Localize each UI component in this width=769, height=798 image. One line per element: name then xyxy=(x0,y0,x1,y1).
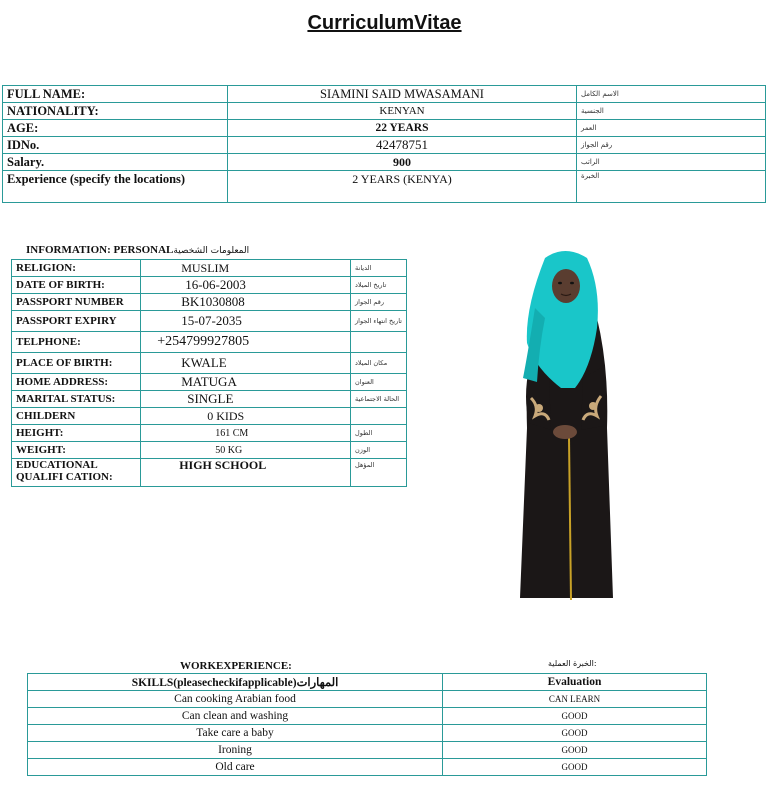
personal-info-table xyxy=(11,259,407,487)
info-row-weight xyxy=(12,442,407,459)
skill-name: Old care xyxy=(28,759,443,776)
info-label: MARITAL STATUS: xyxy=(12,391,141,408)
info-row-children xyxy=(12,408,407,425)
evaluation-column-header: Evaluation xyxy=(443,674,707,691)
info-arabic-label: الحالة الاجتماعية xyxy=(351,391,407,408)
personal-info-heading xyxy=(26,244,249,256)
skill-row xyxy=(28,708,707,725)
info-value: 50 KG xyxy=(141,442,351,459)
skills-column-header: SKILLS(pleasecheckifapplicable)المهارات xyxy=(28,674,443,691)
summary-label: NATIONALITY: xyxy=(3,103,228,120)
summary-arabic-label: العمر xyxy=(577,120,766,137)
summary-label: FULL NAME: xyxy=(3,86,228,103)
page-title: CurriculumVitae xyxy=(307,12,462,34)
info-row-religion xyxy=(12,260,407,277)
info-arabic-label: رقم الجواز xyxy=(351,294,407,311)
summary-label: Experience (specify the locations) xyxy=(3,171,228,203)
info-value: BK1030808 xyxy=(141,294,351,311)
work-experience-heading: WORKEXPERIENCE: xyxy=(180,660,292,672)
work-experience-heading-arabic: الخبرة العملية: xyxy=(548,659,597,668)
info-arabic-label: المؤهل xyxy=(351,459,407,487)
info-arabic-label: العنوان xyxy=(351,374,407,391)
info-value: 161 CM xyxy=(141,425,351,442)
summary-value: 900 xyxy=(228,154,577,171)
skill-row xyxy=(28,725,707,742)
summary-row-age xyxy=(3,120,766,137)
info-value: MATUGA xyxy=(141,374,351,391)
skill-row xyxy=(28,759,707,776)
skill-name: Can clean and washing xyxy=(28,708,443,725)
skill-evaluation: GOOD xyxy=(443,725,707,742)
summary-label: Salary. xyxy=(3,154,228,171)
info-label: WEIGHT: xyxy=(12,442,141,459)
info-label: PLACE OF BIRTH: xyxy=(12,353,141,374)
candidate-photo xyxy=(505,248,625,603)
info-row-passport-number xyxy=(12,294,407,311)
info-arabic-label xyxy=(351,408,407,425)
info-row-education xyxy=(12,459,407,487)
candidate-photo-illustration xyxy=(505,248,625,603)
info-value: SINGLE xyxy=(141,391,351,408)
summary-arabic-label: رقم الجواز xyxy=(577,137,766,154)
summary-value: SIAMINI SAID MWASAMANI xyxy=(228,86,577,103)
info-row-height xyxy=(12,425,407,442)
skills-header-row xyxy=(28,674,707,691)
info-label: PASSPORT NUMBER xyxy=(12,294,141,311)
skill-evaluation: GOOD xyxy=(443,708,707,725)
info-label: CHILDERN xyxy=(12,408,141,425)
info-arabic-label: تاريخ الميلاد xyxy=(351,277,407,294)
info-label: HEIGHT: xyxy=(12,425,141,442)
summary-label: IDNo. xyxy=(3,137,228,154)
skill-name: Take care a baby xyxy=(28,725,443,742)
info-value: 0 KIDS xyxy=(141,408,351,425)
skill-evaluation: GOOD xyxy=(443,742,707,759)
summary-value: 22 YEARS xyxy=(228,120,577,137)
skill-row xyxy=(28,742,707,759)
skill-evaluation: GOOD xyxy=(443,759,707,776)
info-value: KWALE xyxy=(141,353,351,374)
skill-name: Can cooking Arabian food xyxy=(28,691,443,708)
summary-arabic-label: الخبرة xyxy=(577,171,766,203)
summary-arabic-label: الراتب xyxy=(577,154,766,171)
info-row-home-address xyxy=(12,374,407,391)
info-label: TELPHONE: xyxy=(12,332,141,353)
skill-evaluation: CAN LEARN xyxy=(443,691,707,708)
info-row-passport-expiry xyxy=(12,311,407,332)
info-arabic-label xyxy=(351,332,407,353)
skills-table xyxy=(27,673,707,776)
summary-value: KENYAN xyxy=(228,103,577,120)
info-label: DATE OF BIRTH: xyxy=(12,277,141,294)
info-value: 16-06-2003 xyxy=(141,277,351,294)
info-label: HOME ADDRESS: xyxy=(12,374,141,391)
summary-arabic-label: الاسم الكامل xyxy=(577,86,766,103)
summary-label: AGE: xyxy=(3,120,228,137)
info-row-dob xyxy=(12,277,407,294)
info-arabic-label: تاريخ انتهاء الجواز xyxy=(351,311,407,332)
info-arabic-label: الوزن xyxy=(351,442,407,459)
info-row-place-of-birth xyxy=(12,353,407,374)
info-label: EDUCATIONAL QUALIFI CATION: xyxy=(12,459,141,487)
summary-value: 42478751 xyxy=(228,137,577,154)
summary-table xyxy=(2,85,766,203)
summary-row-salary xyxy=(3,154,766,171)
summary-row-id xyxy=(3,137,766,154)
info-value: MUSLIM xyxy=(141,260,351,277)
info-row-marital-status xyxy=(12,391,407,408)
info-value: +254799927805 xyxy=(141,332,351,353)
summary-arabic-label: الجنسية xyxy=(577,103,766,120)
info-value: 15-07-2035 xyxy=(141,311,351,332)
skill-name: Ironing xyxy=(28,742,443,759)
summary-row-nationality xyxy=(3,103,766,120)
info-value: HIGH SCHOOL xyxy=(141,459,351,487)
summary-value: 2 YEARS (KENYA) xyxy=(228,171,577,203)
info-arabic-label: الطول xyxy=(351,425,407,442)
info-arabic-label: مكان الميلاد xyxy=(351,353,407,374)
summary-row-full-name xyxy=(3,86,766,103)
info-label: RELIGION: xyxy=(12,260,141,277)
info-label: PASSPORT EXPIRY xyxy=(12,311,141,332)
personal-info-heading-text: INFORMATION: PERSONAL xyxy=(26,244,174,256)
info-arabic-label: الديانة xyxy=(351,260,407,277)
skill-row xyxy=(28,691,707,708)
personal-info-heading-arabic: المعلومات الشخصية xyxy=(173,246,250,256)
summary-row-experience xyxy=(3,171,766,203)
info-row-telephone xyxy=(12,332,407,353)
